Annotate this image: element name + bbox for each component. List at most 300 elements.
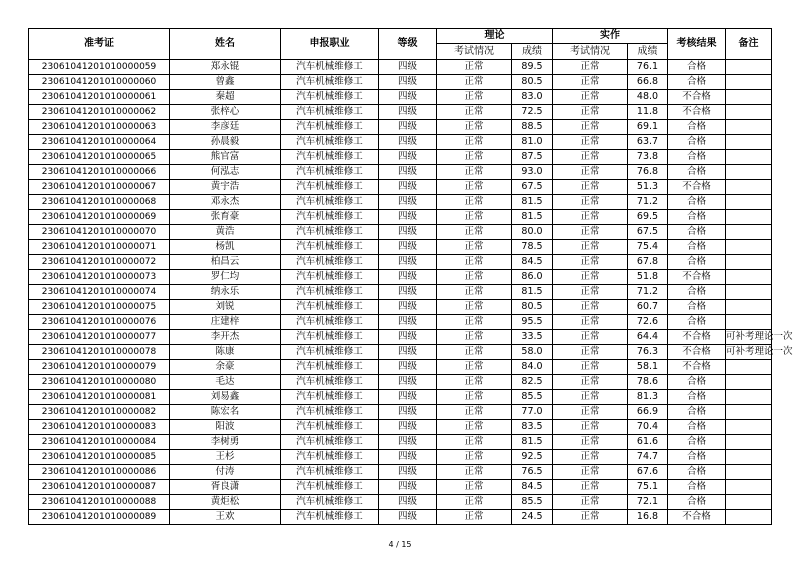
- cell-practice-score: 66.8: [628, 75, 668, 90]
- cell-remark: [726, 150, 772, 165]
- cell-exam-id: 23061041201010000077: [29, 330, 170, 345]
- cell-name: 孙晨毅: [170, 135, 281, 150]
- table-row: [29, 375, 772, 390]
- cell-practice-score: 75.1: [628, 480, 668, 495]
- cell-name: 邓永杰: [170, 195, 281, 210]
- cell-theory-score: 83.5: [512, 420, 553, 435]
- cell-exam-id: 23061041201010000060: [29, 75, 170, 90]
- cell-result: 合格: [668, 495, 726, 510]
- cell-theory-score: 24.5: [512, 510, 553, 525]
- cell-occupation: 汽车机械维修工: [281, 195, 379, 210]
- cell-level: 四级: [379, 465, 437, 480]
- cell-practice-score: 71.2: [628, 285, 668, 300]
- cell-theory-status: 正常: [437, 75, 512, 90]
- cell-level: 四级: [379, 225, 437, 240]
- cell-result: 合格: [668, 240, 726, 255]
- cell-practice-score: 81.3: [628, 390, 668, 405]
- cell-occupation: 汽车机械维修工: [281, 375, 379, 390]
- cell-theory-score: 95.5: [512, 315, 553, 330]
- cell-practice-status: 正常: [553, 240, 628, 255]
- cell-result: 合格: [668, 405, 726, 420]
- cell-practice-score: 67.6: [628, 465, 668, 480]
- cell-practice-score: 48.0: [628, 90, 668, 105]
- cell-occupation: 汽车机械维修工: [281, 135, 379, 150]
- cell-remark: 可补考理论一次: [726, 345, 772, 360]
- cell-remark: [726, 480, 772, 495]
- cell-practice-score: 51.3: [628, 180, 668, 195]
- cell-remark: [726, 105, 772, 120]
- cell-result: 合格: [668, 435, 726, 450]
- cell-practice-status: 正常: [553, 90, 628, 105]
- cell-remark: [726, 465, 772, 480]
- cell-occupation: 汽车机械维修工: [281, 255, 379, 270]
- cell-practice-status: 正常: [553, 255, 628, 270]
- cell-name: 胥良潇: [170, 480, 281, 495]
- cell-theory-status: 正常: [437, 105, 512, 120]
- cell-remark: [726, 75, 772, 90]
- cell-occupation: 汽车机械维修工: [281, 390, 379, 405]
- cell-remark: [726, 495, 772, 510]
- table-body: [29, 60, 793, 525]
- header-practice-status: 考试情况: [553, 44, 628, 60]
- cell-remark: [726, 375, 772, 390]
- cell-practice-score: 76.1: [628, 60, 668, 75]
- cell-exam-id: 23061041201010000078: [29, 345, 170, 360]
- cell-name: 陈宏名: [170, 405, 281, 420]
- cell-level: 四级: [379, 285, 437, 300]
- cell-name: 付涛: [170, 465, 281, 480]
- cell-name: 熊官富: [170, 150, 281, 165]
- cell-name: 陈康: [170, 345, 281, 360]
- cell-name: 张育豪: [170, 210, 281, 225]
- cell-level: 四级: [379, 330, 437, 345]
- cell-name: 王欢: [170, 510, 281, 525]
- cell-level: 四级: [379, 300, 437, 315]
- cell-theory-status: 正常: [437, 240, 512, 255]
- cell-exam-id: 23061041201010000064: [29, 135, 170, 150]
- cell-theory-status: 正常: [437, 180, 512, 195]
- cell-remark: [726, 450, 772, 465]
- table-row: [29, 480, 772, 495]
- cell-exam-id: 23061041201010000063: [29, 120, 170, 135]
- cell-remark: [726, 90, 772, 105]
- cell-occupation: 汽车机械维修工: [281, 510, 379, 525]
- cell-level: 四级: [379, 435, 437, 450]
- cell-theory-score: 84.5: [512, 480, 553, 495]
- cell-level: 四级: [379, 420, 437, 435]
- table-row: [29, 285, 772, 300]
- cell-name: 黄浩: [170, 225, 281, 240]
- cell-practice-score: 51.8: [628, 270, 668, 285]
- cell-result: 不合格: [668, 330, 726, 345]
- cell-exam-id: 23061041201010000073: [29, 270, 170, 285]
- cell-level: 四级: [379, 135, 437, 150]
- cell-exam-id: 23061041201010000084: [29, 435, 170, 450]
- cell-practice-status: 正常: [553, 345, 628, 360]
- cell-theory-status: 正常: [437, 375, 512, 390]
- cell-practice-score: 73.8: [628, 150, 668, 165]
- cell-remark: [726, 510, 772, 525]
- table-row: [29, 390, 772, 405]
- cell-name: 柏昌云: [170, 255, 281, 270]
- cell-theory-score: 80.5: [512, 300, 553, 315]
- cell-level: 四级: [379, 195, 437, 210]
- cell-practice-score: 70.4: [628, 420, 668, 435]
- cell-level: 四级: [379, 360, 437, 375]
- cell-exam-id: 23061041201010000065: [29, 150, 170, 165]
- cell-level: 四级: [379, 210, 437, 225]
- cell-remark: [726, 255, 772, 270]
- cell-theory-score: 81.5: [512, 435, 553, 450]
- cell-exam-id: 23061041201010000072: [29, 255, 170, 270]
- cell-practice-score: 75.4: [628, 240, 668, 255]
- table-row: [29, 330, 772, 345]
- table-row: [29, 240, 772, 255]
- cell-exam-id: 23061041201010000066: [29, 165, 170, 180]
- header-name: 姓名: [170, 29, 281, 60]
- header-result: 考核结果: [668, 29, 726, 60]
- cell-result: 合格: [668, 315, 726, 330]
- cell-name: 张梓心: [170, 105, 281, 120]
- table-row: [29, 315, 772, 330]
- cell-exam-id: 23061041201010000083: [29, 420, 170, 435]
- header-practice-score: 成绩: [628, 44, 668, 60]
- cell-exam-id: 23061041201010000086: [29, 465, 170, 480]
- cell-exam-id: 23061041201010000082: [29, 405, 170, 420]
- cell-theory-score: 77.0: [512, 405, 553, 420]
- table-row: [29, 270, 772, 285]
- cell-exam-id: 23061041201010000071: [29, 240, 170, 255]
- cell-practice-status: 正常: [553, 270, 628, 285]
- table-row: [29, 150, 772, 165]
- cell-practice-score: 61.6: [628, 435, 668, 450]
- cell-theory-score: 76.5: [512, 465, 553, 480]
- cell-theory-score: 81.0: [512, 135, 553, 150]
- cell-name: 刘易鑫: [170, 390, 281, 405]
- cell-theory-score: 88.5: [512, 120, 553, 135]
- cell-result: 合格: [668, 420, 726, 435]
- cell-theory-score: 93.0: [512, 165, 553, 180]
- cell-theory-score: 86.0: [512, 270, 553, 285]
- cell-theory-status: 正常: [437, 195, 512, 210]
- cell-occupation: 汽车机械维修工: [281, 285, 379, 300]
- cell-theory-status: 正常: [437, 315, 512, 330]
- cell-remark: [726, 195, 772, 210]
- cell-practice-score: 72.6: [628, 315, 668, 330]
- cell-occupation: 汽车机械维修工: [281, 435, 379, 450]
- cell-theory-status: 正常: [437, 120, 512, 135]
- cell-remark: [726, 270, 772, 285]
- cell-result: 合格: [668, 285, 726, 300]
- table-row: [29, 450, 772, 465]
- header-theory-score: 成绩: [512, 44, 553, 60]
- cell-remark: [726, 60, 772, 75]
- cell-occupation: 汽车机械维修工: [281, 240, 379, 255]
- cell-remark: [726, 225, 772, 240]
- cell-theory-score: 85.5: [512, 390, 553, 405]
- cell-theory-score: 82.5: [512, 375, 553, 390]
- cell-theory-score: 89.5: [512, 60, 553, 75]
- cell-name: 余豪: [170, 360, 281, 375]
- cell-remark: [726, 390, 772, 405]
- cell-practice-score: 11.8: [628, 105, 668, 120]
- cell-occupation: 汽车机械维修工: [281, 360, 379, 375]
- header-exam-id: 准考证: [29, 29, 170, 60]
- cell-practice-score: 78.6: [628, 375, 668, 390]
- cell-result: 不合格: [668, 345, 726, 360]
- cell-result: 合格: [668, 210, 726, 225]
- cell-name: 杨凯: [170, 240, 281, 255]
- cell-name: 李树勇: [170, 435, 281, 450]
- cell-name: 毛达: [170, 375, 281, 390]
- cell-name: 李彦廷: [170, 120, 281, 135]
- cell-practice-score: 76.3: [628, 345, 668, 360]
- cell-practice-score: 69.5: [628, 210, 668, 225]
- cell-theory-status: 正常: [437, 60, 512, 75]
- cell-occupation: 汽车机械维修工: [281, 345, 379, 360]
- cell-exam-id: 23061041201010000079: [29, 360, 170, 375]
- page-number: 4 / 15: [388, 540, 412, 549]
- cell-result: 合格: [668, 135, 726, 150]
- cell-name: 秦超: [170, 90, 281, 105]
- cell-theory-score: 84.0: [512, 360, 553, 375]
- cell-theory-status: 正常: [437, 390, 512, 405]
- cell-theory-status: 正常: [437, 435, 512, 450]
- cell-remark: [726, 180, 772, 195]
- cell-result: 合格: [668, 150, 726, 165]
- cell-remark: [726, 420, 772, 435]
- cell-occupation: 汽车机械维修工: [281, 300, 379, 315]
- cell-level: 四级: [379, 120, 437, 135]
- cell-theory-status: 正常: [437, 255, 512, 270]
- cell-theory-status: 正常: [437, 300, 512, 315]
- table-row: [29, 420, 772, 435]
- table-row: [29, 345, 772, 360]
- cell-theory-score: 87.5: [512, 150, 553, 165]
- cell-occupation: 汽车机械维修工: [281, 405, 379, 420]
- cell-occupation: 汽车机械维修工: [281, 480, 379, 495]
- cell-exam-id: 23061041201010000069: [29, 210, 170, 225]
- cell-theory-status: 正常: [437, 150, 512, 165]
- cell-remark: [726, 120, 772, 135]
- cell-result: 合格: [668, 75, 726, 90]
- table-row: [29, 255, 772, 270]
- header-theory: 理论: [437, 29, 553, 44]
- cell-exam-id: 23061041201010000081: [29, 390, 170, 405]
- cell-level: 四级: [379, 105, 437, 120]
- cell-exam-id: 23061041201010000074: [29, 285, 170, 300]
- cell-theory-score: 67.5: [512, 180, 553, 195]
- cell-level: 四级: [379, 150, 437, 165]
- cell-occupation: 汽车机械维修工: [281, 90, 379, 105]
- cell-name: 阳波: [170, 420, 281, 435]
- table-row: [29, 135, 772, 150]
- cell-theory-status: 正常: [437, 450, 512, 465]
- cell-result: 合格: [668, 195, 726, 210]
- cell-exam-id: 23061041201010000088: [29, 495, 170, 510]
- cell-name: 黄炬松: [170, 495, 281, 510]
- cell-theory-status: 正常: [437, 510, 512, 525]
- cell-practice-score: 74.7: [628, 450, 668, 465]
- cell-remark: [726, 360, 772, 375]
- cell-occupation: 汽车机械维修工: [281, 180, 379, 195]
- cell-exam-id: 23061041201010000089: [29, 510, 170, 525]
- cell-occupation: 汽车机械维修工: [281, 495, 379, 510]
- cell-practice-score: 66.9: [628, 405, 668, 420]
- cell-theory-status: 正常: [437, 270, 512, 285]
- cell-practice-score: 64.4: [628, 330, 668, 345]
- cell-occupation: 汽车机械维修工: [281, 210, 379, 225]
- cell-level: 四级: [379, 480, 437, 495]
- cell-remark: [726, 285, 772, 300]
- cell-practice-status: 正常: [553, 330, 628, 345]
- cell-level: 四级: [379, 240, 437, 255]
- cell-level: 四级: [379, 255, 437, 270]
- cell-remark: [726, 165, 772, 180]
- cell-theory-status: 正常: [437, 135, 512, 150]
- cell-exam-id: 23061041201010000061: [29, 90, 170, 105]
- table-row: [29, 465, 772, 480]
- cell-practice-status: 正常: [553, 210, 628, 225]
- cell-level: 四级: [379, 60, 437, 75]
- cell-theory-status: 正常: [437, 465, 512, 480]
- cell-theory-score: 80.0: [512, 225, 553, 240]
- cell-result: 合格: [668, 255, 726, 270]
- cell-name: 罗仁均: [170, 270, 281, 285]
- cell-theory-score: 83.0: [512, 90, 553, 105]
- cell-theory-status: 正常: [437, 165, 512, 180]
- cell-practice-score: 63.7: [628, 135, 668, 150]
- table-row: [29, 510, 772, 525]
- cell-theory-status: 正常: [437, 90, 512, 105]
- cell-theory-status: 正常: [437, 285, 512, 300]
- cell-practice-status: 正常: [553, 285, 628, 300]
- cell-level: 四级: [379, 510, 437, 525]
- cell-name: 刘锐: [170, 300, 281, 315]
- cell-occupation: 汽车机械维修工: [281, 420, 379, 435]
- cell-occupation: 汽车机械维修工: [281, 120, 379, 135]
- cell-theory-score: 81.5: [512, 285, 553, 300]
- cell-occupation: 汽车机械维修工: [281, 150, 379, 165]
- cell-practice-status: 正常: [553, 465, 628, 480]
- cell-result: 合格: [668, 375, 726, 390]
- header-level: 等级: [379, 29, 437, 60]
- cell-result: 不合格: [668, 180, 726, 195]
- cell-name: 庄建梓: [170, 315, 281, 330]
- cell-exam-id: 23061041201010000076: [29, 315, 170, 330]
- cell-practice-score: 76.8: [628, 165, 668, 180]
- cell-theory-status: 正常: [437, 405, 512, 420]
- cell-occupation: 汽车机械维修工: [281, 60, 379, 75]
- cell-practice-score: 67.8: [628, 255, 668, 270]
- cell-theory-status: 正常: [437, 480, 512, 495]
- cell-level: 四级: [379, 390, 437, 405]
- cell-practice-status: 正常: [553, 75, 628, 90]
- cell-theory-status: 正常: [437, 360, 512, 375]
- cell-remark: [726, 315, 772, 330]
- cell-theory-score: 85.5: [512, 495, 553, 510]
- cell-theory-status: 正常: [437, 420, 512, 435]
- cell-practice-score: 69.1: [628, 120, 668, 135]
- table-row: [29, 105, 772, 120]
- cell-name: 黄宇浩: [170, 180, 281, 195]
- cell-occupation: 汽车机械维修工: [281, 465, 379, 480]
- cell-occupation: 汽车机械维修工: [281, 75, 379, 90]
- cell-result: 合格: [668, 480, 726, 495]
- cell-result: 不合格: [668, 510, 726, 525]
- table-row: [29, 405, 772, 420]
- cell-remark: [726, 135, 772, 150]
- cell-practice-status: 正常: [553, 135, 628, 150]
- cell-practice-status: 正常: [553, 120, 628, 135]
- cell-result: 不合格: [668, 270, 726, 285]
- results-table: [28, 28, 793, 525]
- cell-level: 四级: [379, 270, 437, 285]
- cell-practice-status: 正常: [553, 405, 628, 420]
- table-row: [29, 225, 772, 240]
- table-row: [29, 90, 772, 105]
- table-row: [29, 120, 772, 135]
- cell-practice-status: 正常: [553, 360, 628, 375]
- cell-theory-score: 81.5: [512, 210, 553, 225]
- cell-theory-score: 78.5: [512, 240, 553, 255]
- cell-result: 合格: [668, 60, 726, 75]
- cell-occupation: 汽车机械维修工: [281, 450, 379, 465]
- cell-result: 合格: [668, 165, 726, 180]
- table-row: [29, 195, 772, 210]
- cell-practice-score: 72.1: [628, 495, 668, 510]
- cell-practice-status: 正常: [553, 390, 628, 405]
- table-row: [29, 300, 772, 315]
- cell-practice-status: 正常: [553, 225, 628, 240]
- cell-practice-status: 正常: [553, 420, 628, 435]
- cell-practice-status: 正常: [553, 195, 628, 210]
- cell-result: 合格: [668, 225, 726, 240]
- cell-exam-id: 23061041201010000068: [29, 195, 170, 210]
- cell-level: 四级: [379, 450, 437, 465]
- cell-theory-status: 正常: [437, 495, 512, 510]
- header-remark: 备注: [726, 29, 772, 60]
- cell-remark: 可补考理论一次: [726, 330, 772, 345]
- header-theory-status: 考试情况: [437, 44, 512, 60]
- cell-level: 四级: [379, 345, 437, 360]
- cell-result: 合格: [668, 465, 726, 480]
- cell-theory-score: 58.0: [512, 345, 553, 360]
- cell-practice-status: 正常: [553, 165, 628, 180]
- cell-theory-score: 80.5: [512, 75, 553, 90]
- cell-practice-score: 60.7: [628, 300, 668, 315]
- cell-practice-status: 正常: [553, 105, 628, 120]
- cell-level: 四级: [379, 495, 437, 510]
- cell-result: 合格: [668, 120, 726, 135]
- cell-practice-status: 正常: [553, 435, 628, 450]
- cell-occupation: 汽车机械维修工: [281, 330, 379, 345]
- cell-result: 不合格: [668, 105, 726, 120]
- cell-theory-score: 92.5: [512, 450, 553, 465]
- cell-practice-score: 71.2: [628, 195, 668, 210]
- cell-name: 郑永锟: [170, 60, 281, 75]
- cell-theory-status: 正常: [437, 345, 512, 360]
- cell-level: 四级: [379, 90, 437, 105]
- cell-result: 不合格: [668, 90, 726, 105]
- cell-name: 何泓志: [170, 165, 281, 180]
- cell-practice-status: 正常: [553, 300, 628, 315]
- table-row: [29, 60, 772, 75]
- header-practice: 实作: [553, 29, 668, 44]
- cell-practice-status: 正常: [553, 375, 628, 390]
- cell-exam-id: 23061041201010000062: [29, 105, 170, 120]
- cell-name: 曾鑫: [170, 75, 281, 90]
